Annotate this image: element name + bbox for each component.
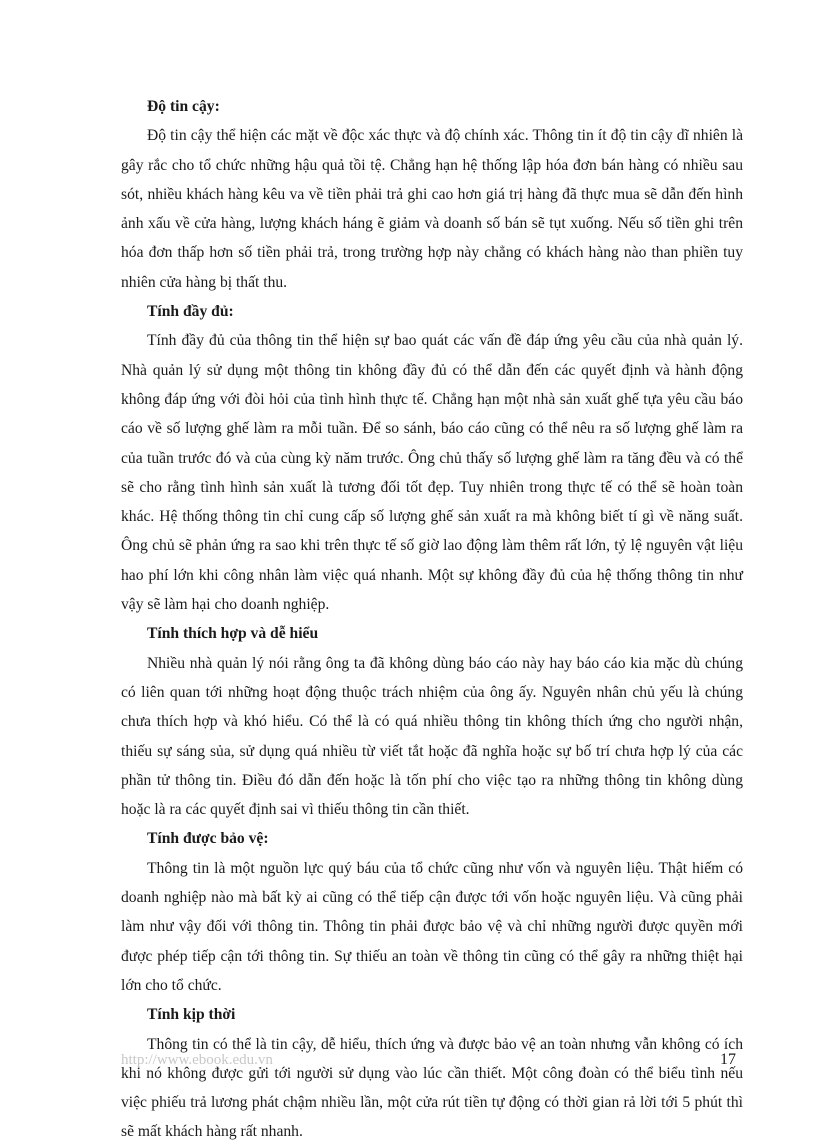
section-timeliness bbox=[121, 1000, 743, 1146]
section-completeness bbox=[121, 297, 743, 619]
section-paragraph: Thông tin là một nguồn lực quý báu của tổ chức cũng như vốn và nguyên liệu. Thật hiếm có doanh nghiệp nào mà bất kỳ ai cũng có thể tiếp cận được tới vốn hoặc nguyên liệu. Và cũng phải làm như vậy đối với thông tin. Thông tin phải được bảo vệ và chỉ những người được quyền mới được phép tiếp cận tới thông tin. Sự thiếu an toàn về thông tin cũng có thể gây ra những thiệt hại lớn cho tổ chức. bbox=[121, 859, 743, 994]
section-paragraph: Tính đầy đủ của thông tin thể hiện sự bao quát các vấn đề đáp ứng yêu cầu của nhà quản lý. Nhà quản lý sử dụng một thông tin không đầy đủ có thể dẫn đến các quyết định và hành động không đáp ứng với đòi hỏi của tình hình thực tế. Chẳng hạn một nhà sản xuất ghế tựa yêu cầu báo cáo về số lượng ghế làm ra mỗi tuần. Để so sánh, báo cáo cũng có thể nêu ra số lượng ghế làm ra của tuần trước đó và của cùng kỳ năm trước. Ông chủ thấy số lượng ghế làm ra tăng đều và có thể sẽ cho rằng tình hình sản xuất là tương đối tốt đẹp. Tuy nhiên trong thực tế có thể sẽ hoàn toàn khác. Hệ thống thông tin chỉ cung cấp số lượng ghế sản xuất ra mà không biết tí gì về năng suất. Ông chủ sẽ phản ứng ra sao khi trên thực tế số giờ lao động làm thêm rất lớn, tỷ lệ nguyên vật liệu hao phí lớn khi công nhân làm việc quá nhanh. Một sự không đầy đủ của hệ thống thông tin như vậy sẽ làm hại cho doanh nghiệp. bbox=[121, 332, 743, 614]
section-heading: Độ tin cậy: bbox=[147, 98, 220, 115]
section-paragraph: Nhiều nhà quản lý nói rằng ông ta đã không dùng báo cáo này hay báo cáo kia mặc dù chúng có liên quan tới những hoạt động thuộc trách nhiệm của ông ấy. Nguyên nhân chủ yếu là chúng chưa thích hợp và khó hiểu. Có thể là có quá nhiều thông tin không thích ứng cho người nhận, thiếu sự sáng sủa, sử dụng quá nhiều từ viết tắt hoặc đã nghĩa hoặc sự bố trí chưa hợp lý của các phần tử thông tin. Điều đó dẫn đến hoặc là tốn phí cho việc tạo ra những thông tin không dùng hoặc là ra các quyết định sai vì thiếu thông tin cần thiết. bbox=[121, 654, 743, 819]
section-heading: Tính kịp thời bbox=[147, 1006, 236, 1024]
section-heading: Tính đầy đủ: bbox=[147, 303, 234, 321]
section-relevance bbox=[121, 619, 743, 824]
section-reliability bbox=[121, 92, 743, 297]
section-heading: Tính thích hợp và dễ hiểu bbox=[147, 625, 319, 643]
page-number: 17 bbox=[720, 1051, 736, 1068]
section-heading: Tính được bảo vệ: bbox=[147, 830, 269, 848]
section-paragraph: Thông tin có thể là tin cậy, dễ hiểu, thích ứng và được bảo vệ an toàn nhưng vẫn không có ích khi nó không được gửi tới người sử dụng vào lúc cần thiết. Một công đoàn có thể biểu tình nếu việc phiếu trả lương phát chậm nhiều lần, một cửa rút tiền tự động có thời gian rả lời tới 5 phút thì sẽ mất khách hàng rất nhanh. bbox=[121, 1035, 743, 1141]
section-paragraph: Độ tin cậy thể hiện các mặt về độc xác thực và độ chính xác. Thông tin ít độ tin cậy dĩ nhiên là gây rắc cho tổ chức những hậu quả tồi tệ. Chẳng hạn hệ thống lập hóa đơn bán hàng có nhiều sau sót, nhiều khách hàng kêu va về tiền phải trả ghi cao hơn giá trị hàng đã thực mua sẽ dẫn đến hình ảnh xấu về cửa hàng, lượng khách háng ẽ giảm và doanh số bán sẽ tụt xuống. Nếu số tiền ghi trên hóa đơn thấp hơn số tiền phải trả, trong trường hợp này chẳng có khách hàng nào than phiền tuy nhiên cửa hàng bị thất thu. bbox=[121, 127, 743, 291]
section-protection bbox=[121, 824, 743, 1000]
footer-url: http://www.ebook.edu.vn bbox=[121, 1052, 273, 1068]
document-body bbox=[121, 92, 743, 1147]
